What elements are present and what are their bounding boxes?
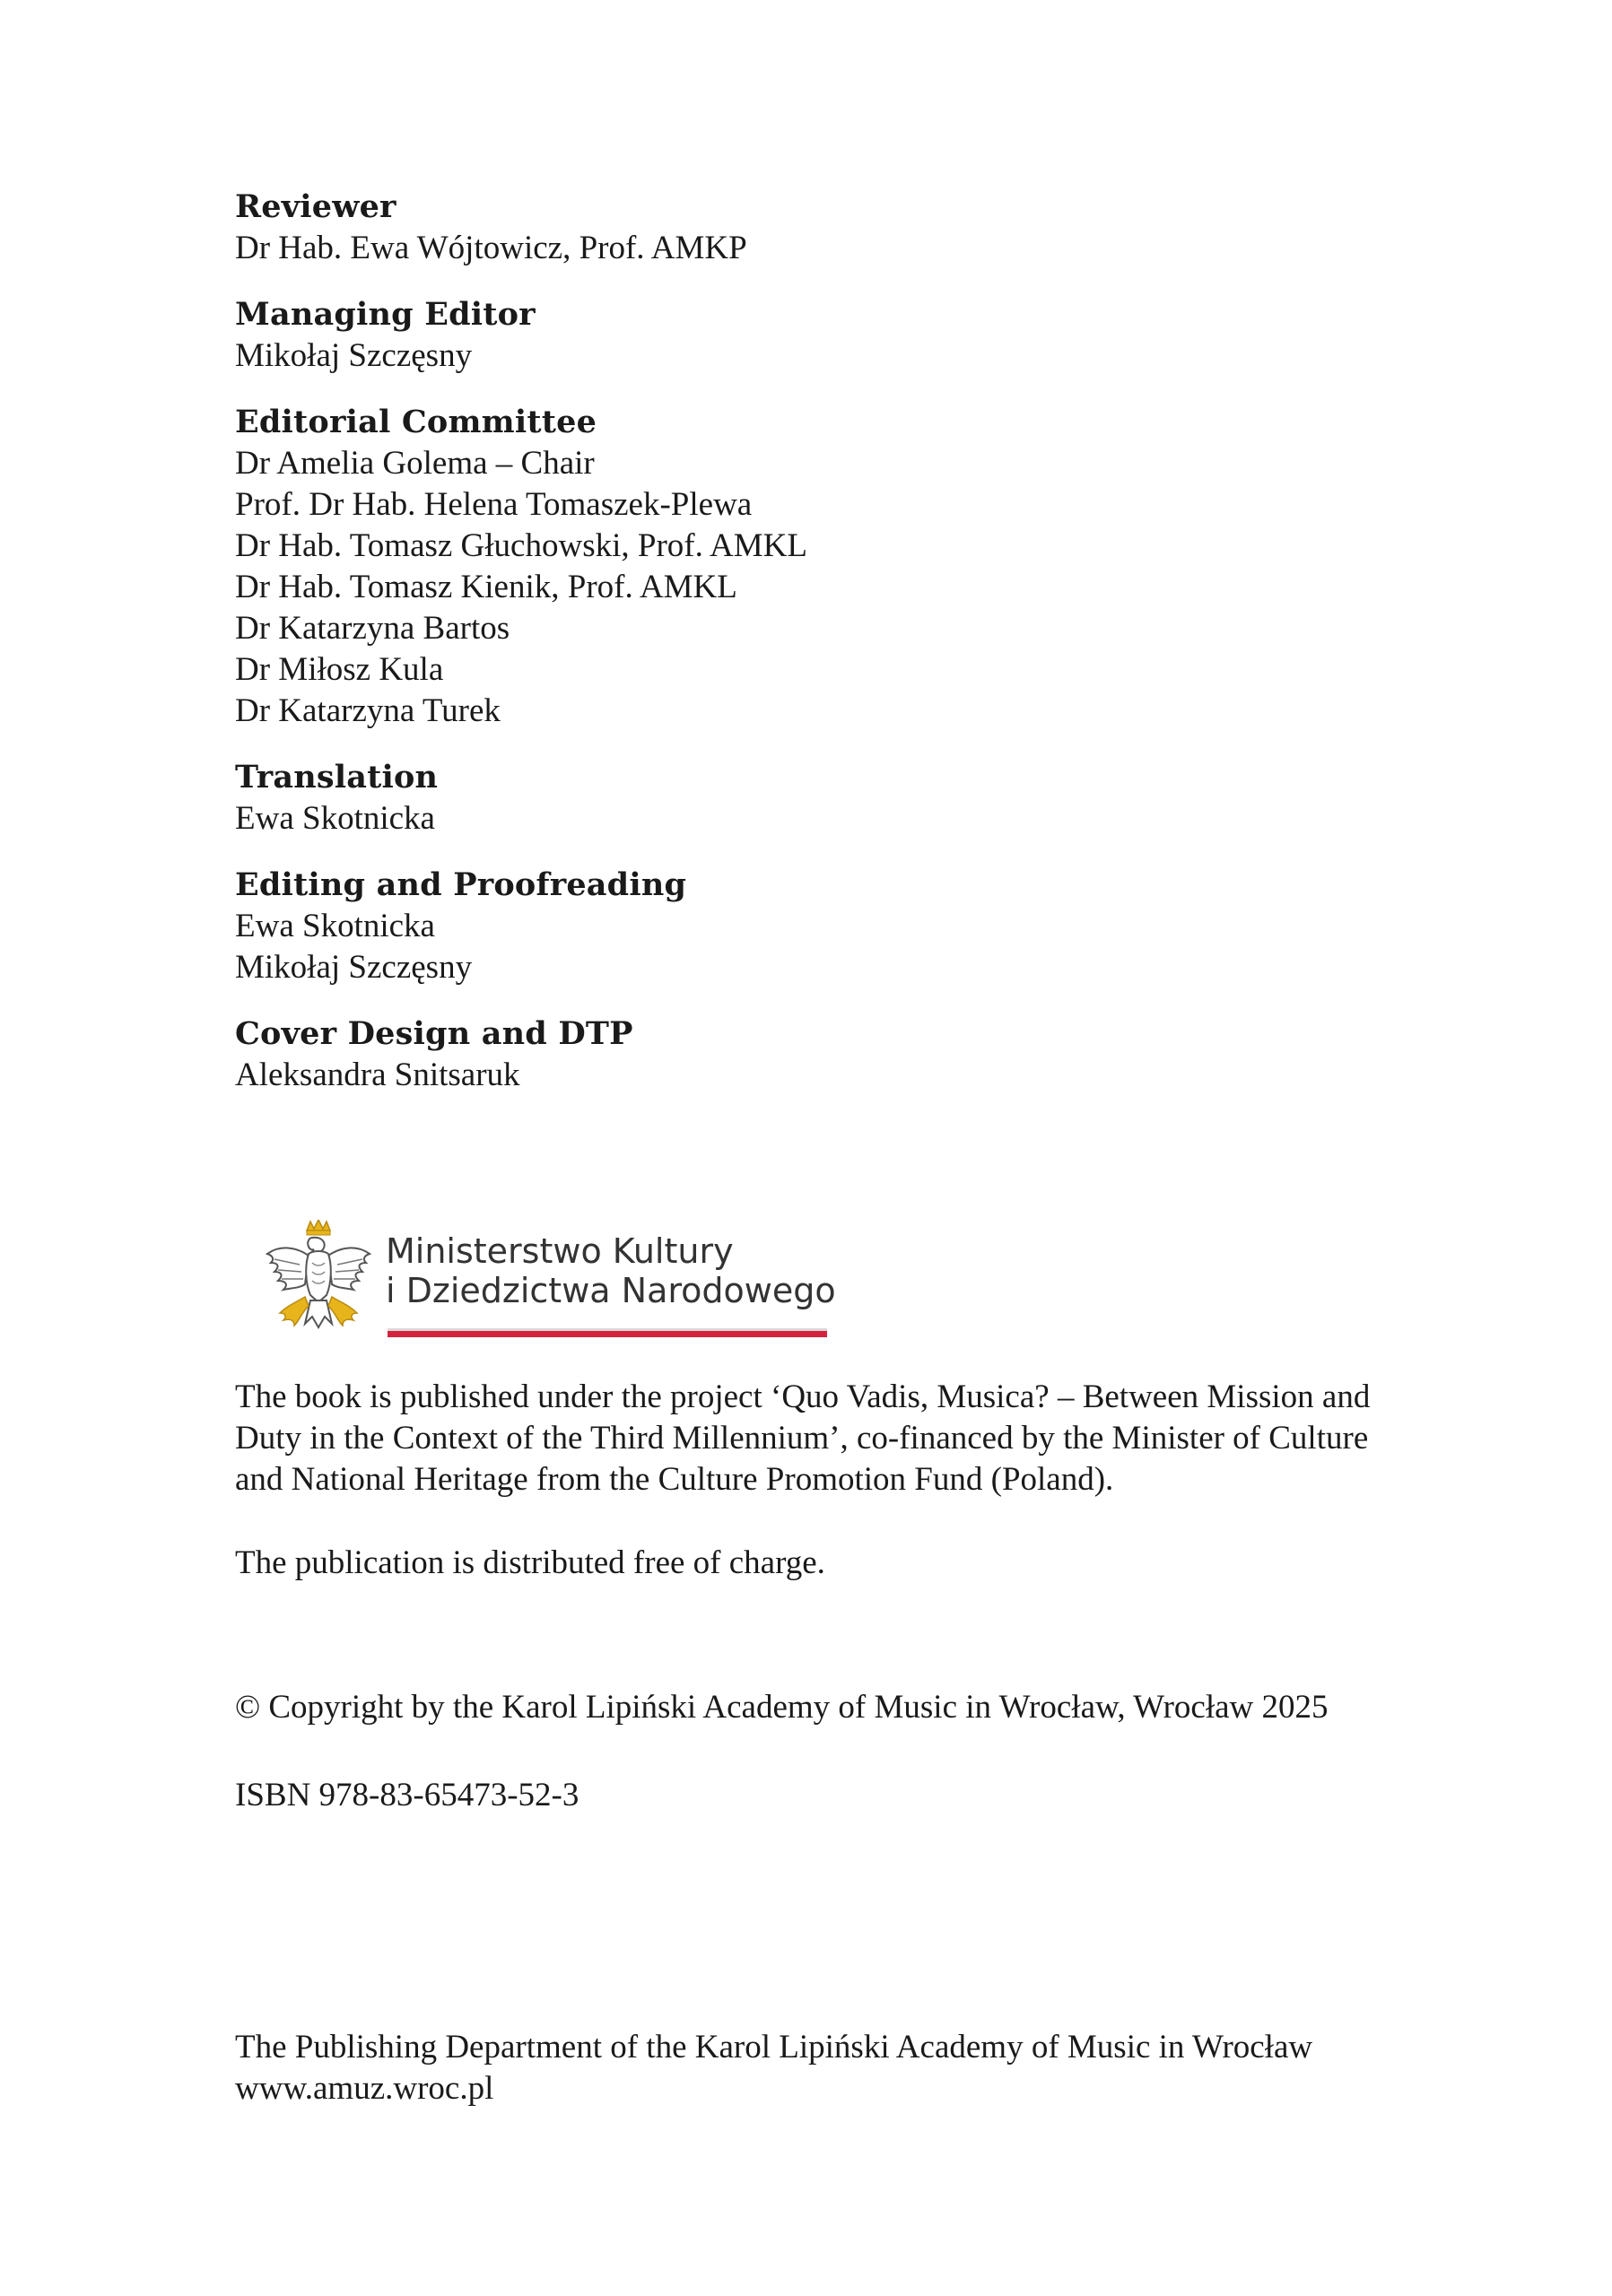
- credit-editorial-committee: [235, 402, 1401, 732]
- publisher-website: www.amuz.wroc.pl: [235, 2070, 494, 2107]
- credit-person: Dr Katarzyna Bartos: [235, 610, 510, 647]
- credit-person: Dr Hab. Tomasz Głuchowski, Prof. AMKL: [235, 527, 807, 564]
- credit-heading: Editorial Committee: [235, 404, 597, 440]
- credit-person: Ewa Skotnicka: [235, 908, 435, 944]
- flag-bar-red: [388, 1331, 827, 1337]
- credit-heading: Managing Editor: [235, 296, 536, 333]
- free-notice-text: The publication is distributed free of charge.: [235, 1544, 825, 1581]
- isbn: [235, 1775, 1419, 1816]
- ministry-name-line-2: i Dziedzictwa Narodowego: [386, 1271, 836, 1310]
- credit-person: Ewa Skotnicka: [235, 800, 435, 837]
- credit-translation: [235, 757, 1401, 839]
- credit-heading: Cover Design and DTP: [235, 1015, 633, 1052]
- credit-person: Dr Hab. Ewa Wójtowicz, Prof. AMKP: [235, 230, 747, 266]
- credit-heading: Editing and Proofreading: [235, 866, 687, 903]
- isbn-text: ISBN 978-83-65473-52-3: [235, 1777, 579, 1813]
- credit-managing-editor: [235, 294, 1401, 377]
- copyright-notice: [235, 1687, 1419, 1728]
- credit-heading: Translation: [235, 759, 439, 796]
- publisher-info: [235, 2027, 1419, 2109]
- copyright-text: © Copyright by the Karol Lipiński Academy of Music in Wrocław, Wrocław 2025: [235, 1689, 1329, 1726]
- credit-person: Dr Katarzyna Turek: [235, 692, 501, 729]
- credit-person: Dr Hab. Tomasz Kienik, Prof. AMKL: [235, 569, 737, 605]
- funding-line: The book is published under the project ‘Quo Vadis, Musica? – Between Mission and: [235, 1378, 1371, 1415]
- flag-bar: [388, 1328, 827, 1337]
- publisher-name: The Publishing Department of the Karol Lipiński Academy of Music in Wrocław: [235, 2029, 1313, 2066]
- credit-cover-design: [235, 1013, 1401, 1096]
- funding-line: Duty in the Context of the Third Millennium’, co-financed by the Minister of Culture: [235, 1420, 1369, 1457]
- funding-statement: [235, 1377, 1419, 1500]
- credit-person: Mikołaj Szczęsny: [235, 337, 473, 374]
- ministry-logo: [260, 1220, 834, 1354]
- credit-person: Mikołaj Szczęsny: [235, 949, 473, 986]
- credit-person: Aleksandra Snitsaruk: [235, 1057, 520, 1093]
- credit-person: Dr Miłosz Kula: [235, 651, 444, 688]
- credit-reviewer: [235, 187, 1401, 269]
- credit-person: Prof. Dr Hab. Helena Tomaszek-Plewa: [235, 486, 753, 523]
- polish-eagle-icon: [260, 1220, 377, 1347]
- credit-person: Dr Amelia Golema – Chair: [235, 445, 595, 482]
- ministry-name-line-1: Ministerstwo Kultury: [386, 1231, 734, 1271]
- funding-line: and National Heritage from the Culture Promotion Fund (Poland).: [235, 1461, 1114, 1498]
- credit-editing-proofreading: [235, 865, 1401, 988]
- credits-list: [235, 187, 1401, 1121]
- free-distribution-notice: [235, 1543, 1419, 1584]
- credit-heading: Reviewer: [235, 188, 396, 225]
